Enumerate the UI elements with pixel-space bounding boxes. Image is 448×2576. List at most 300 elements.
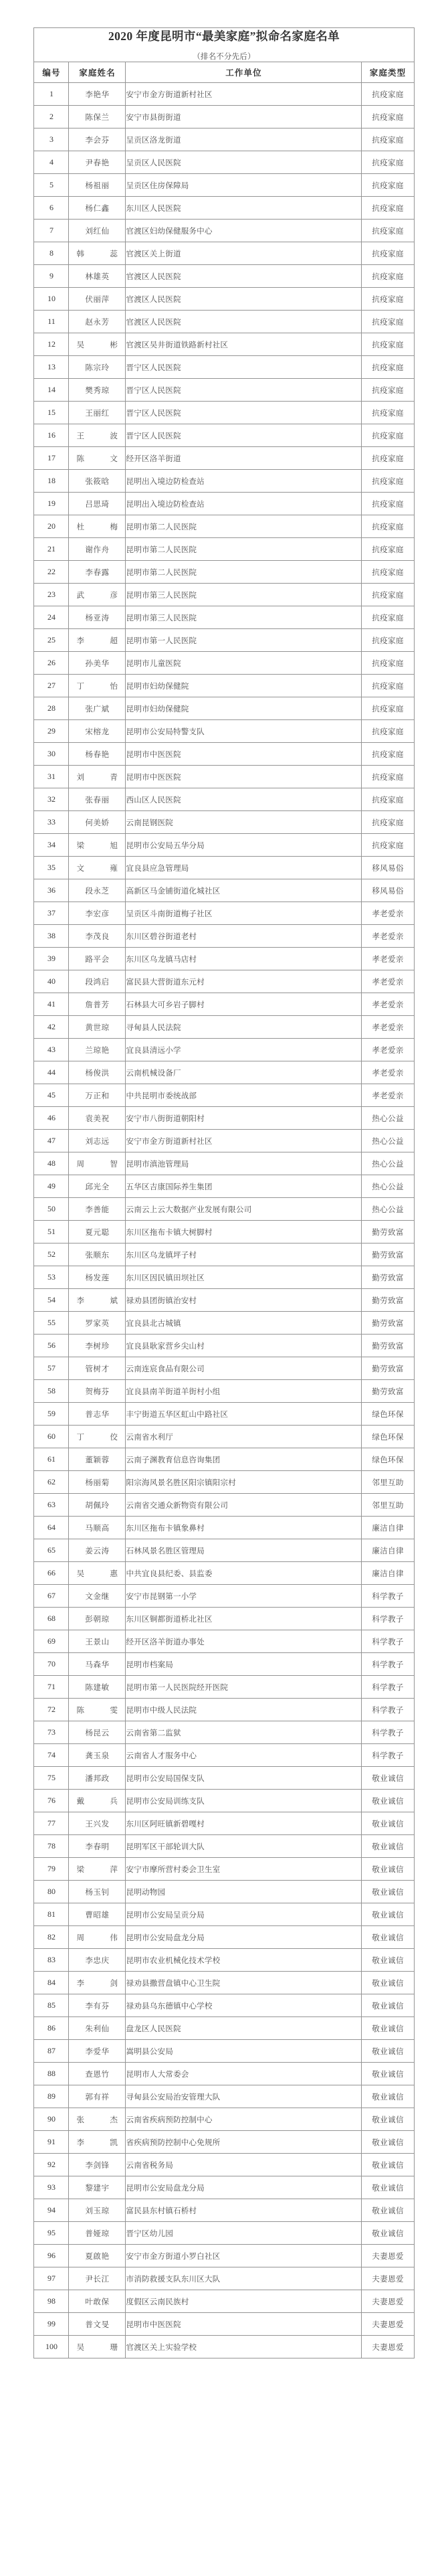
cell-family-name: 龚玉泉 [69,1744,126,1767]
table-row [34,1585,414,1608]
family-name-text: 周 伟 [76,1933,118,1942]
cell-family-name: 夏元聪 [69,1221,126,1243]
table-row [34,1653,414,1676]
cell-no: 44 [34,1061,69,1084]
table-row [34,1812,414,1835]
cell-no: 25 [34,629,69,652]
cell-family-type: 热心公益 [362,1198,414,1221]
cell-no: 6 [34,197,69,220]
table-row [34,1380,414,1403]
cell-family-type: 廉洁自律 [362,1517,414,1539]
cell-family-name: 罗家英 [69,1312,126,1335]
cell-family-type: 勤劳致富 [362,1221,414,1243]
cell-family-type: 孝老爱亲 [362,970,414,993]
table-row [34,1175,414,1198]
cell-family-name: 邱光全 [69,1175,126,1198]
cell-no: 4 [34,151,69,174]
table-row [34,1767,414,1790]
cell-family-name: 王丽红 [69,402,126,424]
cell-family-type: 夫妻恩爱 [362,2290,414,2313]
cell-no: 97 [34,2267,69,2290]
table-row [34,1608,414,1630]
table-head [34,28,414,83]
cell-family-name: 林雄英 [69,265,126,288]
cell-no: 79 [34,1858,69,1881]
table-row [34,1152,414,1175]
table-row [34,288,414,311]
cell-family-type: 热心公益 [362,1152,414,1175]
cell-family-name: 普志华 [69,1403,126,1426]
cell-family-name [69,834,126,857]
family-name-text: 韩 蕊 [76,249,118,258]
cell-no: 93 [34,2176,69,2199]
cell-family-name: 刘志远 [69,1130,126,1152]
table-row [34,834,414,857]
cell-family-type: 抗疫家庭 [362,561,414,584]
table-row [34,1198,414,1221]
cell-family-name: 李艳华 [69,83,126,106]
cell-no: 74 [34,1744,69,1767]
cell-work-unit: 云南子渊教育信息咨询集团 [126,1448,362,1471]
cell-work-unit: 官渡区人民医院 [126,288,362,311]
cell-no: 17 [34,447,69,470]
cell-family-type: 抗疫家庭 [362,333,414,356]
cell-family-name: 马森华 [69,1653,126,1676]
cell-no: 21 [34,538,69,561]
cell-family-type: 孝老爱亲 [362,948,414,970]
title-row [34,28,414,62]
family-name-text: 李 剑 [76,1978,118,1988]
table-row [34,1699,414,1721]
cell-family-name: 李茂良 [69,925,126,948]
cell-family-type: 绿色环保 [362,1403,414,1426]
cell-work-unit: 富民县东村镇石桥村 [126,2199,362,2222]
family-name-text: 丁 怡 [76,681,118,691]
table-row [34,2267,414,2290]
cell-family-type: 抗疫家庭 [362,515,414,538]
cell-work-unit: 安宁市金方街道小罗白社区 [126,2245,362,2267]
table-row [34,675,414,697]
cell-family-name [69,584,126,606]
table-row [34,1289,414,1312]
cell-no: 37 [34,902,69,925]
cell-family-type: 科学教子 [362,1721,414,1744]
cell-family-name: 兰琼艳 [69,1039,126,1061]
cell-family-name: 张春丽 [69,788,126,811]
cell-family-type: 孝老爱亲 [362,1084,414,1107]
cell-work-unit: 呈贡区住房保障局 [126,174,362,197]
family-name-text: 李 超 [76,636,118,645]
cell-family-type: 抗疫家庭 [362,402,414,424]
cell-work-unit: 昆明市儿童医院 [126,652,362,675]
cell-family-type: 科学教子 [362,1630,414,1653]
cell-no: 46 [34,1107,69,1130]
cell-family-name: 路平会 [69,948,126,970]
cell-no: 48 [34,1152,69,1175]
table-row [34,766,414,788]
cell-family-type: 绿色环保 [362,1448,414,1471]
cell-family-type: 敬业诚信 [362,2154,414,2176]
table-row [34,151,414,174]
table-row [34,1107,414,1130]
cell-work-unit: 昆明市第一人民医院 [126,629,362,652]
cell-family-name: 王兴发 [69,1812,126,1835]
family-name-text: 梁 萍 [76,1865,118,1874]
cell-no: 75 [34,1767,69,1790]
cell-work-unit: 官渡区关上实验学校 [126,2336,362,2358]
cell-family-name: 谢作舟 [69,538,126,561]
table-row [34,356,414,379]
cell-no: 8 [34,242,69,265]
family-name-text: 刘 青 [76,772,118,782]
cell-no: 58 [34,1380,69,1403]
cell-work-unit: 昆明市妇幼保健院 [126,697,362,720]
cell-family-name [69,2131,126,2154]
cell-work-unit: 安宁市金方街道新村社区 [126,83,362,106]
document-title-cell [34,28,414,62]
table-row [34,2199,414,2222]
cell-family-type: 科学教子 [362,1676,414,1699]
table-row [34,1881,414,1903]
cell-family-type: 勤劳致富 [362,1380,414,1403]
cell-work-unit: 石林风景名胜区管理局 [126,1539,362,1562]
cell-no: 67 [34,1585,69,1608]
cell-no: 7 [34,220,69,242]
table-row [34,1266,414,1289]
cell-family-type: 敬业诚信 [362,2131,414,2154]
cell-family-type: 敬业诚信 [362,2176,414,2199]
cell-family-name: 曹昭雄 [69,1903,126,1926]
cell-family-name [69,1858,126,1881]
cell-no: 60 [34,1426,69,1448]
table-row [34,811,414,834]
cell-no: 99 [34,2313,69,2336]
table-row [34,1403,414,1426]
cell-no: 92 [34,2154,69,2176]
cell-family-name: 宋榕龙 [69,720,126,743]
table-row [34,1426,414,1448]
table-row [34,538,414,561]
table-row [34,1448,414,1471]
cell-family-type: 敬业诚信 [362,2199,414,2222]
table-row [34,424,414,447]
cell-work-unit: 度假区云南民族村 [126,2290,362,2313]
cell-work-unit: 安宁市昆钢第一小学 [126,1585,362,1608]
cell-family-name: 万正和 [69,1084,126,1107]
family-name-text: 李 斌 [76,1296,118,1305]
cell-family-type: 敬业诚信 [362,1812,414,1835]
family-name-text: 李 凯 [76,2138,118,2147]
cell-family-name: 张筱晗 [69,470,126,493]
cell-work-unit: 呈贡区斗南街道梅子社区 [126,902,362,925]
named-families-table [33,27,414,2358]
cell-family-type: 抗疫家庭 [362,788,414,811]
table-row [34,515,414,538]
cell-family-type: 勤劳致富 [362,1266,414,1289]
cell-work-unit: 东川区人民医院 [126,197,362,220]
table-row [34,1994,414,2017]
cell-family-name [69,333,126,356]
cell-family-type: 敬业诚信 [362,2063,414,2085]
cell-family-name: 袁美祝 [69,1107,126,1130]
cell-work-unit: 东川区碧谷街道老村 [126,925,362,948]
cell-family-type: 抗疫家庭 [362,697,414,720]
cell-family-type: 抗疫家庭 [362,538,414,561]
cell-no: 5 [34,174,69,197]
cell-family-type: 科学教子 [362,1608,414,1630]
cell-family-type: 敬业诚信 [362,1858,414,1881]
cell-family-name: 李树珍 [69,1335,126,1357]
cell-work-unit: 晋宁区幼儿园 [126,2222,362,2245]
cell-no: 71 [34,1676,69,1699]
cell-family-name: 李宏彦 [69,902,126,925]
table-row [34,1972,414,1994]
table-row [34,2313,414,2336]
cell-family-name [69,766,126,788]
cell-no: 14 [34,379,69,402]
cell-no: 19 [34,493,69,515]
cell-work-unit: 昆明市第三人民医院 [126,584,362,606]
cell-work-unit: 丰宁街道五华区虹山中路社区 [126,1403,362,1426]
cell-no: 52 [34,1243,69,1266]
table-row [34,174,414,197]
table-row [34,1630,414,1653]
cell-family-type: 抗疫家庭 [362,652,414,675]
cell-work-unit: 昆明市公安局特警支队 [126,720,362,743]
cell-family-name [69,2108,126,2131]
cell-no: 65 [34,1539,69,1562]
cell-family-type: 邻里互助 [362,1494,414,1517]
cell-work-unit: 云南机械设备厂 [126,1061,362,1084]
cell-family-name [69,2336,126,2358]
cell-family-name: 贺梅芬 [69,1380,126,1403]
cell-work-unit: 昆明市第二人民医院 [126,515,362,538]
cell-work-unit: 昆明市公安局盘龙分局 [126,2176,362,2199]
cell-work-unit: 东川区拖布卡镇大树脚村 [126,1221,362,1243]
table-row [34,857,414,879]
cell-family-name: 彭朝琼 [69,1608,126,1630]
table-row [34,470,414,493]
cell-no: 27 [34,675,69,697]
cell-work-unit: 经开区洛羊街道 [126,447,362,470]
cell-no: 51 [34,1221,69,1243]
cell-work-unit: 安宁市县街街道 [126,106,362,128]
cell-no: 29 [34,720,69,743]
cell-family-name: 杨昆云 [69,1721,126,1744]
cell-work-unit: 昆明动物园 [126,1881,362,1903]
cell-no: 11 [34,311,69,333]
cell-no: 32 [34,788,69,811]
cell-work-unit: 官渡区关上街道 [126,242,362,265]
table-row [34,1357,414,1380]
table-row [34,1858,414,1881]
cell-family-name [69,447,126,470]
cell-no: 86 [34,2017,69,2040]
table-row [34,652,414,675]
cell-no: 16 [34,424,69,447]
cell-family-type: 敬业诚信 [362,1903,414,1926]
cell-work-unit: 宜良县清远小学 [126,1039,362,1061]
cell-family-name: 段永芝 [69,879,126,902]
cell-no: 13 [34,356,69,379]
cell-family-name: 孙美华 [69,652,126,675]
cell-no: 20 [34,515,69,538]
cell-family-type: 抗疫家庭 [362,311,414,333]
cell-family-name [69,242,126,265]
cell-family-name [69,1790,126,1812]
cell-work-unit: 昆明市中医医院 [126,2313,362,2336]
family-name-text: 陈 雯 [76,1705,118,1715]
cell-no: 15 [34,402,69,424]
cell-work-unit: 宜良县南羊街道羊街村小组 [126,1380,362,1403]
cell-family-name: 刘红仙 [69,220,126,242]
family-name-text: 张 杰 [76,2115,118,2124]
cell-family-type: 邻里互助 [362,1471,414,1494]
cell-work-unit: 昆明市第三人民医院 [126,606,362,629]
cell-no: 98 [34,2290,69,2313]
cell-family-type: 抗疫家庭 [362,424,414,447]
table-row [34,993,414,1016]
cell-family-name: 尹长江 [69,2267,126,2290]
cell-family-name: 李忠庆 [69,1949,126,1972]
cell-work-unit: 晋宁区人民医院 [126,356,362,379]
cell-work-unit: 晋宁区人民医院 [126,402,362,424]
cell-no: 90 [34,2108,69,2131]
column-header-name: 家庭姓名 [69,62,126,83]
cell-no: 26 [34,652,69,675]
cell-no: 77 [34,1812,69,1835]
table-row [34,1221,414,1243]
table-row [34,1790,414,1812]
cell-work-unit: 昆明市公安局五华分局 [126,834,362,857]
cell-family-name [69,1152,126,1175]
cell-work-unit: 东川区铜都街道桥北社区 [126,1608,362,1630]
table-row [34,879,414,902]
cell-work-unit: 市消防救援支队东川区大队 [126,2267,362,2290]
cell-no: 56 [34,1335,69,1357]
table-row [34,1335,414,1357]
cell-family-name: 李剑锋 [69,2154,126,2176]
cell-family-name: 管树才 [69,1357,126,1380]
cell-work-unit: 昆明市人大常委会 [126,2063,362,2085]
table-row [34,1517,414,1539]
cell-family-name [69,1699,126,1721]
cell-no: 66 [34,1562,69,1585]
cell-family-type: 敬业诚信 [362,2108,414,2131]
cell-family-name: 朱利仙 [69,2017,126,2040]
cell-no: 83 [34,1949,69,1972]
cell-family-type: 孝老爱亲 [362,1061,414,1084]
cell-family-type: 抗疫家庭 [362,447,414,470]
table-row [34,242,414,265]
cell-work-unit: 嵩明县公安局 [126,2040,362,2063]
family-name-text: 杜 梅 [76,522,118,531]
table-row [34,379,414,402]
cell-family-type: 抗疫家庭 [362,766,414,788]
cell-family-type: 抗疫家庭 [362,493,414,515]
cell-work-unit: 昆明市滇池管理局 [126,1152,362,1175]
table-row [34,333,414,356]
cell-family-name: 杨春艳 [69,743,126,766]
cell-no: 33 [34,811,69,834]
cell-work-unit: 昆明出入境边防检查站 [126,493,362,515]
cell-work-unit: 昆明出入境边防检查站 [126,470,362,493]
cell-family-type: 抗疫家庭 [362,242,414,265]
cell-family-type: 抗疫家庭 [362,220,414,242]
cell-family-name [69,629,126,652]
cell-family-type: 抗疫家庭 [362,197,414,220]
table-row [34,1744,414,1767]
table-row [34,720,414,743]
cell-no: 64 [34,1517,69,1539]
cell-family-name [69,675,126,697]
cell-no: 73 [34,1721,69,1744]
table-row [34,311,414,333]
cell-family-name: 李春明 [69,1835,126,1858]
cell-family-name [69,424,126,447]
cell-no: 78 [34,1835,69,1858]
column-header-no: 编号 [34,62,69,83]
cell-work-unit: 昆明市第一人民医院经开医院 [126,1676,362,1699]
table-row [34,948,414,970]
cell-work-unit: 云南省人才服务中心 [126,1744,362,1767]
cell-no: 82 [34,1926,69,1949]
cell-work-unit: 云南省疾病预防控制中心 [126,2108,362,2131]
cell-family-name: 杨仁鑫 [69,197,126,220]
cell-no: 54 [34,1289,69,1312]
cell-no: 61 [34,1448,69,1471]
cell-no: 68 [34,1608,69,1630]
cell-no: 10 [34,288,69,311]
cell-family-type: 孝老爱亲 [362,902,414,925]
cell-family-type: 热心公益 [362,1130,414,1152]
cell-work-unit: 官渡区吴井街道铁路新村社区 [126,333,362,356]
cell-family-type: 夫妻恩爱 [362,2313,414,2336]
cell-family-type: 抗疫家庭 [362,128,414,151]
cell-work-unit: 盘龙区人民医院 [126,2017,362,2040]
family-name-text: 吴 惠 [76,1569,118,1578]
family-name-text: 王 波 [76,431,118,440]
cell-work-unit: 寻甸县人民法院 [126,1016,362,1039]
cell-family-name: 杨发莲 [69,1266,126,1289]
cell-work-unit: 昆明市公安局呈贡分局 [126,1903,362,1926]
cell-work-unit: 晋宁区人民医院 [126,424,362,447]
table-row [34,106,414,128]
cell-work-unit: 西山区人民医院 [126,788,362,811]
table-row [34,697,414,720]
cell-family-type: 科学教子 [362,1699,414,1721]
table-row [34,1539,414,1562]
cell-family-type: 勤劳致富 [362,1243,414,1266]
cell-no: 41 [34,993,69,1016]
cell-no: 53 [34,1266,69,1289]
cell-work-unit: 昆明市公安局国保支队 [126,1767,362,1790]
cell-work-unit: 昆明市第二人民医院 [126,561,362,584]
cell-family-type: 抗疫家庭 [362,743,414,766]
cell-no: 100 [34,2336,69,2358]
cell-work-unit: 安宁市摩所营村委会卫生室 [126,1858,362,1881]
cell-work-unit: 阳宗海风景名胜区阳宗镇阳宗村 [126,1471,362,1494]
cell-family-name: 潘邦政 [69,1767,126,1790]
cell-work-unit: 安宁市金方街道新村社区 [126,1130,362,1152]
table-row [34,1471,414,1494]
cell-no: 22 [34,561,69,584]
table-row [34,606,414,629]
cell-work-unit: 昆明市中医医院 [126,766,362,788]
cell-work-unit: 云南省税务局 [126,2154,362,2176]
cell-no: 88 [34,2063,69,2085]
cell-no: 55 [34,1312,69,1335]
